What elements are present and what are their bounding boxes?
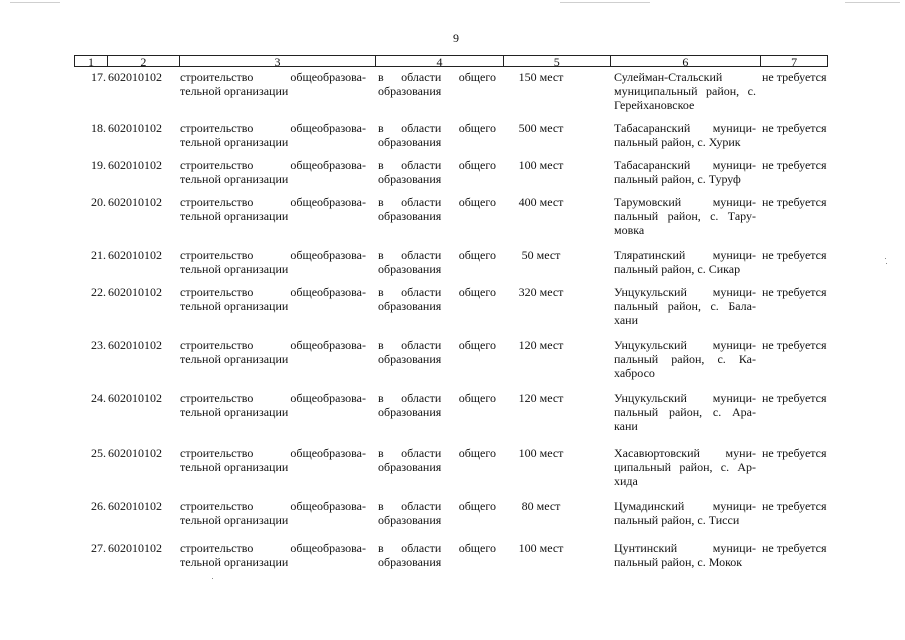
capacity-cell: 120 мест: [518, 391, 564, 405]
scan-top-edge-line: [560, 2, 650, 3]
okved-code-cell: 602010102: [108, 158, 162, 172]
capacity-cell: 150 мест: [518, 70, 564, 84]
location-cell: Унцукульский муници-пальный район, с. Бала-хани: [614, 285, 756, 327]
requirement-cell: не требуется: [762, 499, 827, 513]
object-name-cell: строительство общеобразова-тельной организации: [180, 446, 366, 474]
location-cell: Тарумовский муници-пальный район, с. Тару-мовка: [614, 195, 756, 237]
capacity-cell: 100 мест: [518, 158, 564, 172]
row-number-cell: 26.: [91, 499, 106, 513]
row-number-cell: 27.: [91, 541, 106, 555]
requirement-cell: не требуется: [762, 248, 827, 262]
object-name-cell: строительство общеобразова-тельной организации: [180, 391, 366, 419]
location-cell: Цунтинский муници-пальный район, с. Мокок: [614, 541, 756, 569]
okved-code-cell: 602010102: [108, 338, 162, 352]
okved-code-cell: 602010102: [108, 195, 162, 209]
row-number-cell: 21.: [91, 248, 106, 262]
okved-code-cell: 602010102: [108, 70, 162, 84]
okved-code-cell: 602010102: [108, 541, 162, 555]
capacity-cell: 500 мест: [518, 121, 564, 135]
requirement-cell: не требуется: [762, 446, 827, 460]
capacity-cell: 100 мест: [518, 446, 564, 460]
row-number-cell: 25.: [91, 446, 106, 460]
purpose-area-cell: в области общего образования: [378, 195, 496, 223]
okved-code-cell: 602010102: [108, 248, 162, 262]
capacity-cell: 320 мест: [518, 285, 564, 299]
location-cell: Унцукульский муници-пальный район, с. Ара-кани: [614, 391, 756, 433]
object-name-cell: строительство общеобразова-тельной организации: [180, 70, 366, 98]
location-cell: Унцукульский муници-пальный район, с. Ка-хабросо: [614, 338, 756, 380]
purpose-area-cell: в области общего образования: [378, 121, 496, 149]
location-cell: Табасаранский муници-пальный район, с. Туруф: [614, 158, 756, 186]
requirement-cell: не требуется: [762, 391, 827, 405]
okved-code-cell: 602010102: [108, 499, 162, 513]
okved-code-cell: 602010102: [108, 121, 162, 135]
okved-code-cell: 602010102: [108, 391, 162, 405]
column-header-5: 5: [504, 56, 611, 66]
object-name-cell: строительство общеобразова-тельной организации: [180, 248, 366, 276]
object-name-cell: строительство общеобразова-тельной организации: [180, 121, 366, 149]
scan-top-edge-line: [845, 2, 900, 3]
object-name-cell: строительство общеобразова-тельной организации: [180, 541, 366, 569]
column-header-7: 7: [791, 55, 798, 69]
purpose-area-cell: в области общего образования: [378, 541, 496, 569]
page-number: 9: [453, 31, 459, 45]
requirement-cell: не требуется: [762, 158, 827, 172]
scan-speck: [886, 263, 887, 264]
location-cell: Табасаранский муници-пальный район, с. Хурик: [614, 121, 756, 149]
purpose-area-cell: в области общего образования: [378, 446, 496, 474]
location-cell: Хасавюртовский муни-ципальный район, с. Ар-хида: [614, 446, 756, 488]
object-name-cell: строительство общеобразова-тельной организации: [180, 338, 366, 366]
purpose-area-cell: в области общего образования: [378, 285, 496, 313]
row-number-cell: 19.: [91, 158, 106, 172]
purpose-area-cell: в области общего образования: [378, 499, 496, 527]
column-header-1: 1: [75, 56, 108, 66]
purpose-area-cell: в области общего образования: [378, 248, 496, 276]
requirement-cell: не требуется: [762, 285, 827, 299]
okved-code-cell: 602010102: [108, 446, 162, 460]
row-number-cell: 23.: [91, 338, 106, 352]
capacity-cell: 100 мест: [518, 541, 564, 555]
purpose-area-cell: в области общего образования: [378, 338, 496, 366]
capacity-cell: 50 мест: [521, 248, 561, 262]
requirement-cell: не требуется: [762, 541, 827, 555]
object-name-cell: строительство общеобразова-тельной организации: [180, 195, 366, 223]
object-name-cell: строительство общеобразова-тельной организации: [180, 499, 366, 527]
object-name-cell: строительство общеобразова-тельной организации: [180, 158, 366, 186]
requirement-cell: не требуется: [762, 70, 827, 84]
purpose-area-cell: в области общего образования: [378, 158, 496, 186]
location-cell: Тляратинский муници-пальный район, с. Сикар: [614, 248, 756, 276]
location-cell: Сулейман-Стальский муниципальный район, с. Герейхановское: [614, 70, 756, 112]
requirement-cell: не требуется: [762, 195, 827, 209]
capacity-cell: 400 мест: [518, 195, 564, 209]
capacity-cell: 120 мест: [518, 338, 564, 352]
location-cell: Цумадинский муници-пальный район, с. Тисси: [614, 499, 756, 527]
row-number-cell: 20.: [91, 195, 106, 209]
okved-code-cell: 602010102: [108, 285, 162, 299]
column-header-3: 3: [180, 56, 376, 66]
object-name-cell: строительство общеобразова-тельной организации: [180, 285, 366, 313]
column-header-2: 2: [108, 56, 180, 66]
row-number-cell: 22.: [91, 285, 106, 299]
scan-top-edge-line: [10, 2, 60, 3]
table-header: [74, 55, 828, 67]
row-number-cell: 18.: [91, 121, 106, 135]
column-header-6: 6: [611, 56, 762, 66]
capacity-cell: 80 мест: [521, 499, 561, 513]
row-number-cell: 24.: [91, 391, 106, 405]
row-number-cell: 17.: [91, 70, 106, 84]
purpose-area-cell: в области общего образования: [378, 70, 496, 98]
scan-speck: [885, 258, 886, 259]
scan-speck: [212, 578, 213, 579]
purpose-area-cell: в области общего образования: [378, 391, 496, 419]
column-header-4: 4: [376, 56, 504, 66]
requirement-cell: не требуется: [762, 121, 827, 135]
requirement-cell: не требуется: [762, 338, 827, 352]
